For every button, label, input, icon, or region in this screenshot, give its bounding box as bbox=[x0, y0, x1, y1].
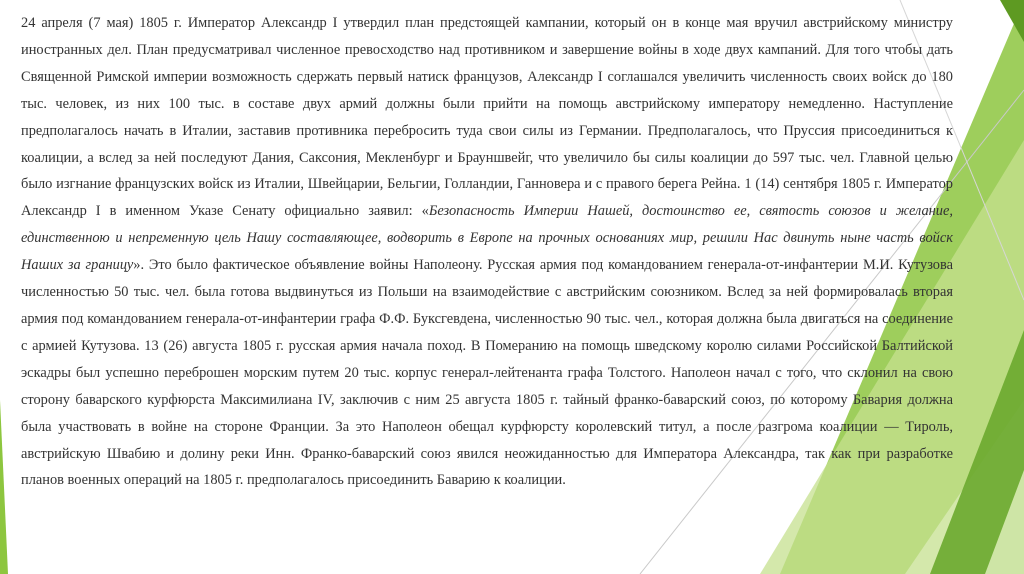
decree-quote: Безопасность Империи Нашей, достоинство ее, святость союзов и желание, единственною и непременную цель Нашу составляющее, водворить в Европе на прочных основаниях мир, решили Нас двинуть ныне часть войск Наших за границу bbox=[21, 203, 953, 274]
body-paragraph bbox=[21, 10, 953, 494]
left-green-sliver bbox=[0, 400, 8, 574]
paragraph-part-2: ». Это было фактическое объявление войны Наполеону. Русская армия под командованием генерала-от-инфантерии М.И. Кутузова численностью 50 тыс. чел. была готова выдвинуться из Польши на взаимодействие с австрийским союзником. Вслед за ней формировалась вторая армия под командованием генерала-от-инфантерии графа Ф.Ф. Буксгевдена, численностью 90 тыс. чел., которая должна была двигаться на соединение с армией Кутузова. 13 (26) августа 1805 г. русская армия начала поход. В Померанию на помощь шведскому королю силами Российской Балтийской эскадры был успешно переброшен морским путем 20 тыс. корпус генерал-лейтенанта графа Толстого. Наполеон начал с того, что склонил на свою сторону баварского курфюрста Максимилиана IV, заключив с ним 25 августа 1805 г. тайный франко-баварский союз, по которому Бавария должна была участвовать в войне на стороне Франции. За это Наполеон обещал курфюрсту королевский титул, а после разгрома коалиции — Тироль, австрийскую Швабию и долину реки Инн. Франко-баварский союз явился неожиданностью для Императора Александра, так как при разработке планов военных операций на 1805 г. предполагалось присоединить Баварию к коалиции. bbox=[21, 257, 953, 489]
paragraph-part-1: 24 апреля (7 мая) 1805 г. Император Александр I утвердил план предстоящей кампании, который он в конце мая вручил австрийскому министру иностранных дел. План предусматривал численное превосходство над противником и завершение войны в ходе двух кампаний. Для того чтобы дать Священной Римской империи возможность сдержать первый натиск французов, Александр I соглашался увеличить численность своих войск до 180 тыс. человек, из них 100 тыс. в составе двух армий должны были прийти на помощь австрийскому императору немедленно. Наступление предполагалось начать в Италии, заставив противника перебросить туда свои силы из Германии. Предполагалось, что Пруссия присоединиться к коалиции, а вслед за ней последуют Дания, Саксония, Мекленбург и Брауншвейг, что увеличило бы силы коалиции до 597 тыс. чел. Главной целью было изгнание французских войск из Италии, Швейцарии, Бельгии, Голландии, Ганновера и с правого берега Рейна. 1 (14) сентября 1805 г. Император Александр I в именном Указе Сенату официально заявил: « bbox=[21, 15, 953, 220]
